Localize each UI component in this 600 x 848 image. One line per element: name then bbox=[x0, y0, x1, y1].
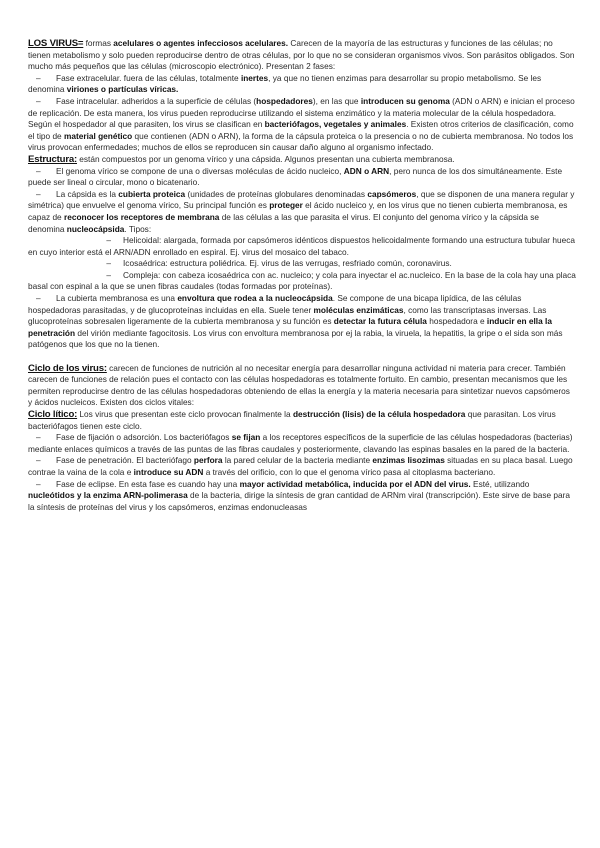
cycle-paragraph: Ciclo de los virus: carecen de funciones de nutrición al no necesitar energía para desarrollar ninguna actividad ni materia para crecer. También carecen de funciones de relación pues el contacto con las células hospedadoras es totalmente fortuito. En cambio, presentan mecanismos que les permiten reproducirse dentro de las células hospedadoras obteniendo de ellas la energía y la materia necesaria para sintetizar nuevos capsómeros y ácidos nucleicos. Existen dos ciclos vitales: bbox=[28, 362, 570, 408]
cycle-heading: Ciclo de los virus: bbox=[28, 362, 107, 374]
genome-item: – El genoma vírico se compone de una o diversas moléculas de ácido nucleico, ADN o ARN, pero nunca de los dos simultáneamente. Este puede ser lineal o circular, mono o bicatenario. bbox=[28, 165, 563, 188]
virus-intro-paragraph: LOS VIRUS= formas acelulares o agentes infecciosos acelulares. Carecen de la mayoría de las estructuras y funciones de las células; no tienen metabolismo y solo pueden reproducirse dentro de otras células, por lo que no se consideran organismos vivos. Son parásitos obligados. Son mucho más pequeños que las células (microscopio electrónico). Presentan 2 fases: bbox=[28, 38, 575, 72]
membrane-item: – La cubierta membranosa es una envoltura que rodea a la nucleocápsida. Se compone de una bicapa lipídica, de las células hospedadoras parasitadas, y de glucoproteínas incluidas en ella. Suele tener moléculas enzimáticas, como las transcriptasas inversas. Las glucoproteínas sobresalen ligeramente de la cubierta membranosa y su función es detectar la futura célula hospedadora e inducir en ella la penetración del virión mediante fagocitosis. Los virus con envoltura membranosa por ej la rabia, la viruela, la hepatitis, la gripe o el sida son más patógenos que los que no la tienen. bbox=[28, 293, 563, 350]
fixation-phase-item: – Fase de fijación o adsorción. Los bacteriófagos se fijan a los receptores específicos de la superficie de las células hospedadoras (bacterias) mediante enlaces químicos a través de las puntas de las fibras caudales y posteriormente, clavando las espinas basales en la pared de la bacteria. bbox=[28, 432, 573, 454]
complex-type-item: – Compleja: con cabeza icosaédrica con ac. nucleico; y cola para inyectar el ac.nucleico. En la base de la cola hay una placa basal con espinal a la que se unen fibras caudales (todas formadas por proteínas). bbox=[28, 269, 576, 292]
structure-heading: Estructura: bbox=[28, 153, 77, 165]
lytic-cycle-paragraph: Ciclo lítico: Los virus que presentan este ciclo provocan finalmente la destrucción (lisis) de la célula hospedadora que parasitan. Los virus bacteriófagos tienen este ciclo. bbox=[28, 409, 556, 431]
extracellular-phase-item: – Fase extracelular. fuera de las células, totalmente inertes, ya que no tienen enzimas para desarrollar su propio metabolismo. Se les denomina viriones o partículas víricas. bbox=[28, 72, 542, 95]
classification-paragraph: Según el hospedador al que parasiten, los virus se clasifican en bacteriófagos, vegetales y animales. Existen otros criterios de clasificación, como el tipo de material genético que contienen (ADN o ARN), la forma de la cápsula proteica o la presencia o no de cubierta membranosa. No todos los virus provocan enfermedades; muchos de ellos se reproducen sin causar daño alguno al organismo infectado. bbox=[28, 119, 574, 153]
eclipse-phase-item: – Fase de eclipse. En esta fase es cuando hay una mayor actividad metabólica, inducida por el ADN del virus. Esté, utilizando nucleótidos y la enzima ARN-polimerasa de la bacteria, dirige la síntesis de gran cantidad de ARNm viral (transcripción). Este sirve de base para la síntesis de proteínas del virus y los capsómeros, enzimas endonucleasas bbox=[28, 478, 570, 512]
document-page bbox=[28, 38, 576, 513]
lytic-cycle-heading: Ciclo lítico: bbox=[28, 409, 78, 420]
structure-paragraph: Estructura: están compuestos por un genoma vírico y una cápsida. Algunos presentan una cubierta membranosa. bbox=[28, 153, 455, 165]
section-spacer bbox=[28, 351, 576, 363]
helical-type-item: – Helicoidal: alargada, formada por capsómeros idénticos dispuestos helicoidalmente formando una estructura tubular hueca en cuyo interior está el ARN/ADN enrollado en espiral. Ej. virus del mosaico del tabaco. bbox=[28, 235, 575, 257]
icosahedral-type-item: – Icosaédrica: estructura poliédrica. Ej. virus de las verrugas, resfriado común, coronavirus. bbox=[106, 258, 452, 269]
virus-heading: LOS VIRUS= bbox=[28, 38, 84, 49]
intracellular-phase-item: – Fase intracelular. adheridos a la superficie de células (hospedadores), en las que introducen su genoma (ADN o ARN) e inician el proceso de replicación. De esta manera, los virus pueden reproducirse utilizando el sistema enzimático y la materia molecular de la célula hospedadora. bbox=[28, 95, 575, 118]
capsid-item: – La cápsida es la cubierta proteica (unidades de proteínas globulares denominadas capsómeros, que se disponen de una manera regular y simétrica) que envuelve el genoma vírico, Su principal función es proteger el ácido nucleico y, en los virus que no tienen cubierta membranosa, es capaz de reconocer los receptores de membrana de las células a las que parasita el virus. El conjunto del genoma vírico y la cápsida se denomina nucleocápsida. Tipos: bbox=[28, 188, 575, 234]
penetration-phase-item: – Fase de penetración. El bacteriófago perfora la pared celular de la bacteria mediante enzimas lisozimas situadas en su placa basal. Luego contrae la vaina de la cola e introduce su ADN a través del orificio, con lo que el genoma vírico pasa al citoplasma bacteriano. bbox=[28, 455, 573, 477]
